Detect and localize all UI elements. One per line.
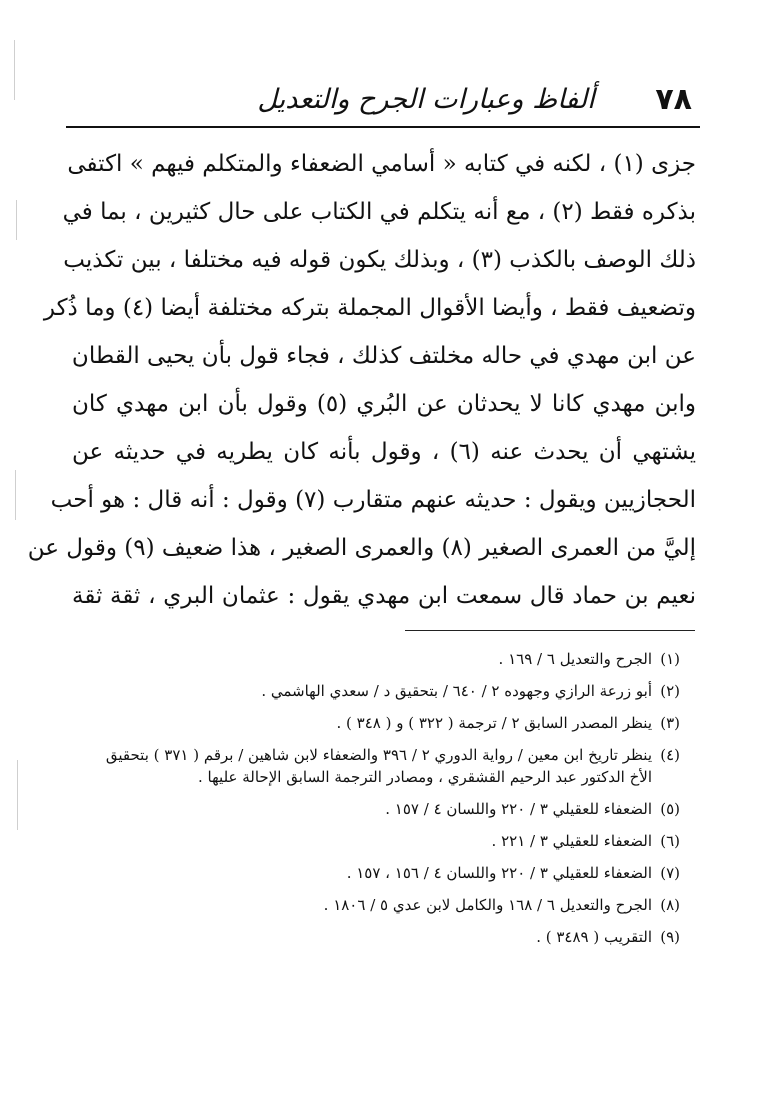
header-rule	[66, 126, 700, 128]
footnote-number: (٩)	[660, 928, 680, 946]
footnote-number: (١)	[660, 650, 680, 668]
footnote-text-line: ينظر تاريخ ابن معين / رواية الدوري ٢ / ٣٩٦ والضعفاء لابن شاهين / برقم ( ٣٧١ ) بتحقيق	[105, 746, 652, 764]
text-line: الحجازيين ويقول : حديثه عنهم متقارب (٧) وقول : أنه قال : هو أحب	[50, 487, 696, 513]
footnote	[60, 926, 680, 948]
text-line: عن ابن مهدي في حاله مخلتف كذلك ، فجاء قول بأن يحيى القطان	[71, 343, 696, 369]
footnote	[60, 712, 680, 734]
footnote-number: (٢)	[660, 682, 680, 700]
footnote-text: الجرح والتعديل ٦ / ١٦٨ والكامل لابن عدي ٥ / ١٨٠٦ .	[323, 896, 652, 914]
text-line: إليَّ من العمرى الصغير (٨) والعمرى الصغير ، هذا ضعيف (٩) وقول عن	[27, 535, 696, 561]
scan-artifact-line	[16, 200, 17, 240]
text-line: يشتهي أن يحدث عنه (٦) ، وقول بأنه كان يطريه في حديثه عن	[72, 439, 696, 465]
footnote-text: الضعفاء للعقيلي ٣ / ٢٢١ .	[491, 832, 652, 850]
footnote-number: (٦)	[660, 832, 680, 850]
footnote-separator	[405, 630, 695, 631]
footnote	[60, 894, 680, 916]
footnote-number: (٣)	[660, 714, 680, 732]
footnote	[60, 680, 680, 702]
footnote	[60, 798, 680, 820]
scan-artifact-line	[17, 760, 18, 830]
footnote-number: (٧)	[660, 864, 680, 882]
footnote-text: التقريب ( ٣٤٨٩ ) .	[536, 928, 652, 946]
page-number: ٧٨	[655, 82, 692, 117]
footnote-text: الجرح والتعديل ٦ / ١٦٩ .	[498, 650, 652, 668]
footnote	[60, 648, 680, 670]
footnote-text: أبو زرعة الرازي وجهوده ٢ / ٦٤٠ / بتحقيق د / سعدي الهاشمي .	[261, 682, 652, 700]
scan-artifact-line	[15, 470, 16, 520]
footnotes	[60, 648, 680, 958]
text-line: نعيم بن حماد قال سمعت ابن مهدي يقول : عثمان البري ، ثقة ثقة	[72, 583, 696, 609]
footnote	[60, 862, 680, 884]
text-line: جزى (١) ، لكنه في كتابه « أسامي الضعفاء والمتكلم فيهم » اكتفى	[67, 151, 696, 177]
footnote-text-line: الأخ الدكتور عبد الرحيم القشقري ، ومصادر الترجمة السابق الإحالة عليها .	[198, 768, 652, 786]
footnote-text: ينظر المصدر السابق ٢ / ترجمة ( ٣٢٢ ) و ( ٣٤٨ ) .	[336, 714, 652, 732]
text-line: بذكره فقط (٢) ، مع أنه يتكلم في الكتاب على حال كثيرين ، بما في	[62, 199, 696, 225]
text-line: وابن مهدي كانا لا يحدثان عن البُري (٥) وقول بأن ابن مهدي كان	[72, 391, 697, 417]
running-title: ألفاظ وعبارات الجرح والتعديل	[257, 84, 595, 115]
footnote-text	[60, 744, 652, 788]
footnote-text: الضعفاء للعقيلي ٣ / ٢٢٠ واللسان ٤ / ١٥٦ ، ١٥٧ .	[346, 864, 652, 882]
main-text	[27, 140, 697, 620]
scan-artifact-line	[14, 40, 15, 100]
footnote	[60, 830, 680, 852]
footnote-number: (٨)	[660, 896, 680, 914]
footnote	[60, 744, 680, 788]
page-header	[66, 72, 700, 128]
text-line: وتضعيف فقط ، وأيضا الأقوال المجملة بتركه مختلفة أيضا (٤) وما ذُكر	[43, 295, 696, 321]
footnote-number: (٤)	[660, 746, 680, 764]
text-line: ذلك الوصف بالكذب (٣) ، وبذلك يكون قوله فيه مختلفا ، بين تكذيب	[63, 247, 696, 273]
footnote-text: الضعفاء للعقيلي ٣ / ٢٢٠ واللسان ٤ / ١٥٧ .	[385, 800, 652, 818]
footnote-number: (٥)	[660, 800, 680, 818]
